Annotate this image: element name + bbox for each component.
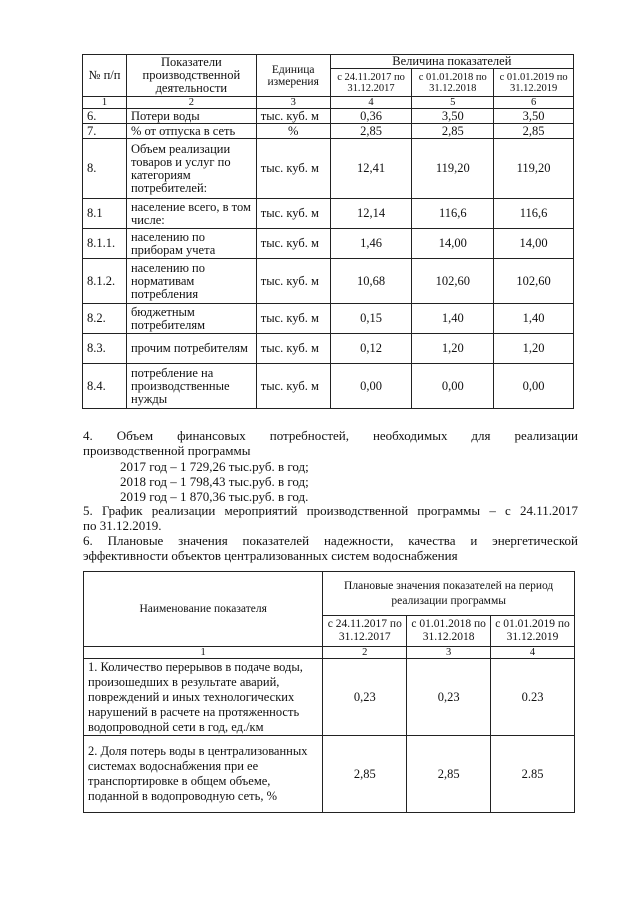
header-name: Наименование показателя [84,572,323,647]
colnum: 6 [494,97,574,109]
colnum: 1 [83,97,127,109]
row-num: 8. [83,139,127,199]
table-row [83,334,574,364]
row-value-1: 0,36 [330,109,412,124]
header-num: № п/п [83,55,127,97]
row-num: 6. [83,109,127,124]
section4-year-2017: 2017 год – 1 729,26 тыс.руб. в год; [120,459,309,474]
colnum: 2 [126,97,256,109]
header-period-1: с 24.11.2017 по 31.12.2017 [323,616,407,647]
row-value-1: 2,85 [323,736,407,813]
colnum: 4 [491,647,575,659]
row-value-2: 2,85 [412,124,494,139]
header-unit: Единица измерения [256,55,330,97]
row-value-3: 116,6 [494,199,574,229]
header-period-2: с 01.01.2018 по 31.12.2018 [407,616,491,647]
section5-text-head: 5. График реализации мероприятий производственной программы – с 24.11.2017 [83,503,578,518]
row-num: 8.4. [83,364,127,409]
row-value-1: 0,00 [330,364,412,409]
table-row [83,124,574,139]
table-row [83,364,574,409]
table-row [84,736,575,813]
section6-text-tail: эффективности объектов централизованных систем водоснабжения [83,548,458,563]
section4-text-tail: производственной программы [83,443,251,458]
row-name: населению по нормативам потребления [126,259,256,304]
table-row [83,139,574,199]
row-unit: тыс. куб. м [256,139,330,199]
header-period-3: с 01.01.2019 по 31.12.2019 [494,69,574,97]
section6-text-head: 6. Плановые значения показателей надежности, качества и энергетической [83,533,578,548]
row-name: Потери воды [126,109,256,124]
row-value-2: 1,20 [412,334,494,364]
table-row [83,304,574,334]
section4-year-2019: 2019 год – 1 870,36 тыс.руб. в год. [120,489,309,504]
colnum: 2 [323,647,407,659]
row-unit: тыс. куб. м [256,334,330,364]
row-name: потребление на производственные нужды [126,364,256,409]
row-unit: тыс. куб. м [256,364,330,409]
row-value-2: 2,85 [407,736,491,813]
row-value-2: 1,40 [412,304,494,334]
row-value-1: 0,12 [330,334,412,364]
row-value-1: 12,14 [330,199,412,229]
row-unit: тыс. куб. м [256,304,330,334]
row-value-2: 3,50 [412,109,494,124]
row-unit: тыс. куб. м [256,109,330,124]
row-value-3: 2.85 [491,736,575,813]
row-value-3: 0.23 [491,659,575,736]
row-num: 8.2. [83,304,127,334]
row-name: % от отпуска в сеть [126,124,256,139]
table-row [84,659,575,736]
header-indicator: Показатели производственной деятельности [126,55,256,97]
row-num: 8.1 [83,199,127,229]
row-num: 7. [83,124,127,139]
colnum: 5 [412,97,494,109]
table-row [83,259,574,304]
row-name: населению по приборам учета [126,229,256,259]
row-num: 8.3. [83,334,127,364]
row-name: Объем реализации товаров и услуг по категориям потребителей: [126,139,256,199]
row-value-3: 1,20 [494,334,574,364]
section4-year-2018: 2018 год – 1 798,43 тыс.руб. в год; [120,474,309,489]
row-value-1: 0,15 [330,304,412,334]
table-row [83,229,574,259]
header-period-2: с 01.01.2018 по 31.12.2018 [412,69,494,97]
colnum: 1 [84,647,323,659]
section4-text-head: 4. Объем финансовых потребностей, необходимых для реализации [83,428,578,443]
colnum: 4 [330,97,412,109]
header-period-3: с 01.01.2019 по 31.12.2019 [491,616,575,647]
row-num: 8.1.2. [83,259,127,304]
row-value-2: 0,00 [412,364,494,409]
row-unit: тыс. куб. м [256,199,330,229]
row-value-2: 119,20 [412,139,494,199]
row-value-2: 14,00 [412,229,494,259]
row-value-3: 14,00 [494,229,574,259]
row-value-3: 2,85 [494,124,574,139]
row-value-3: 119,20 [494,139,574,199]
row-value-1: 12,41 [330,139,412,199]
row-value-1: 0,23 [323,659,407,736]
row-value-3: 3,50 [494,109,574,124]
row-value-3: 1,40 [494,304,574,334]
row-num: 8.1.1. [83,229,127,259]
row-name: 1. Количество перерывов в подаче воды, произошедших в результате аварий, повреждений и иных технологических нарушений в расчете на протяженность водопроводной сети в год, ед./км [84,659,323,736]
row-name: прочим потребителям [126,334,256,364]
row-unit: тыс. куб. м [256,259,330,304]
row-value-2: 0,23 [407,659,491,736]
row-value-3: 102,60 [494,259,574,304]
header-values-title: Величина показателей [330,55,573,69]
reliability-indicators-table [83,571,575,813]
section5-text-tail: по 31.12.2019. [83,518,162,533]
row-unit: % [256,124,330,139]
colnum: 3 [407,647,491,659]
row-unit: тыс. куб. м [256,229,330,259]
row-value-3: 0,00 [494,364,574,409]
row-value-1: 2,85 [330,124,412,139]
row-value-1: 10,68 [330,259,412,304]
table-row [83,199,574,229]
row-name: бюджетным потребителям [126,304,256,334]
header-plan-title: Плановые значения показателей на период реализации программы [323,572,575,616]
header-period-1: с 24.11.2017 по 31.12.2017 [330,69,412,97]
row-value-2: 102,60 [412,259,494,304]
row-name: 2. Доля потерь воды в централизованных системах водоснабжения при ее транспортировке в общем объеме, поданной в водопроводную сеть, % [84,736,323,813]
row-value-1: 1,46 [330,229,412,259]
production-indicators-table [82,54,574,409]
row-name: население всего, в том числе: [126,199,256,229]
colnum: 3 [256,97,330,109]
row-value-2: 116,6 [412,199,494,229]
table-row [83,109,574,124]
